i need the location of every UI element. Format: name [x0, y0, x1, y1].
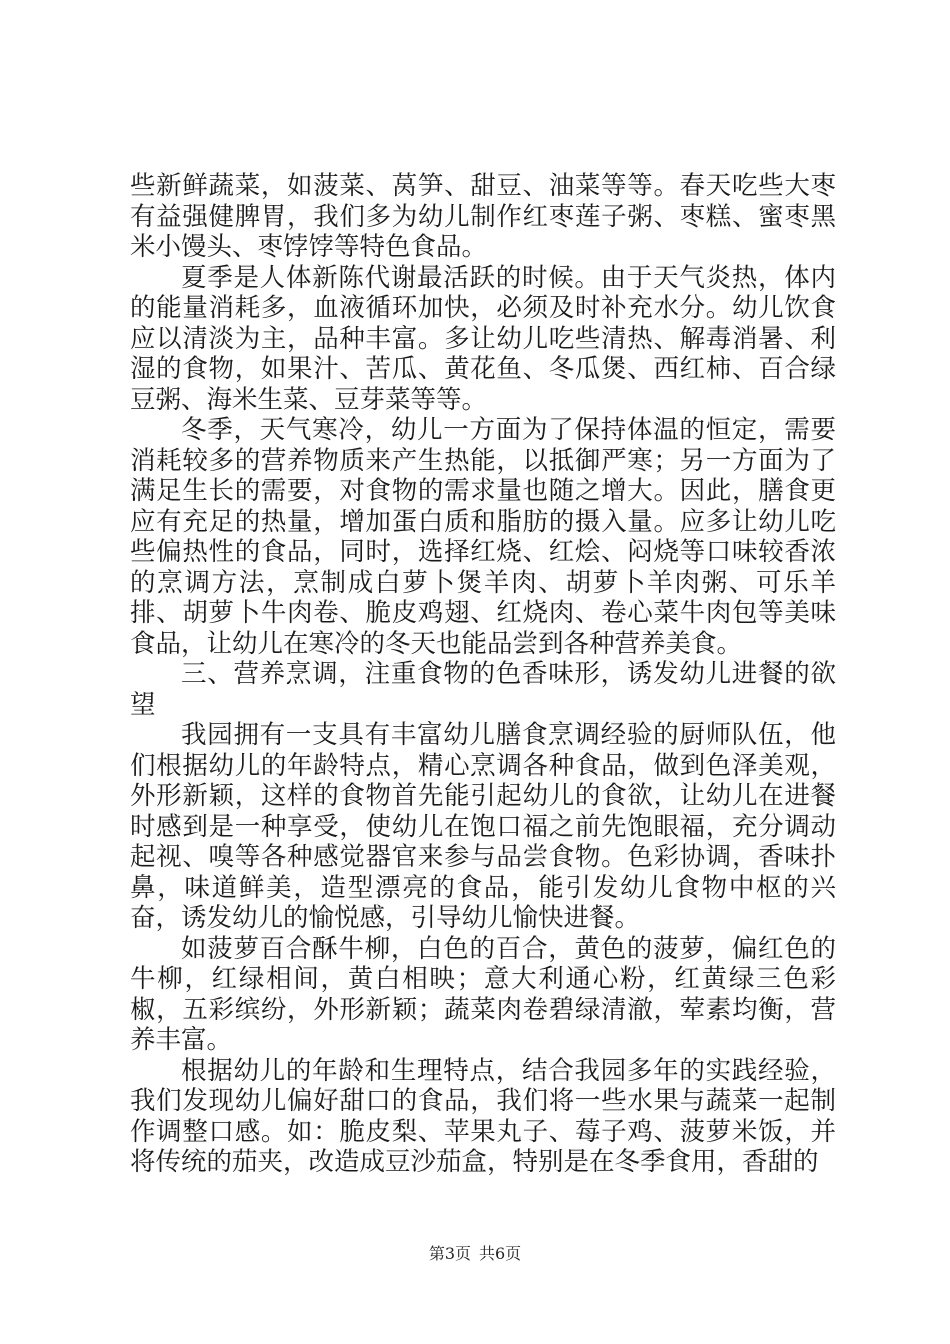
paragraph-sweet-preference: 根据幼儿的年龄和生理特点，结合我园多年的实践经验，我们发现幼儿偏好甜口的食品，我们将一些水果与蔬菜一起制作调整口感。如：脆皮梨、苹果丸子、莓子鸡、菠萝米饭，并将传统的茄夹，改造成豆沙茄盒，特别是在冬季食用，香甜的 [130, 1055, 836, 1177]
paragraph-summer: 夏季是人体新陈代谢最活跃的时候。由于天气炎热，体内的能量消耗多，血液循环加快，必须及时补充水分。幼儿饮食应以清淡为主，品种丰富。多让幼儿吃些清热、解毒消暑、利湿的食物，如果汁、苦瓜、黄花鱼、冬瓜煲、西红柿、百合绿豆粥、海米生菜、豆芽菜等等。 [130, 262, 836, 415]
paragraph-spring-continued: 些新鲜蔬菜，如菠菜、莴笋、甜豆、油菜等等。春天吃些大枣有益强健脾胃，我们多为幼儿制作红枣莲子粥、枣糕、蜜枣黑米小馒头、枣饽饽等特色食品。 [130, 171, 836, 262]
page-footer [0, 1244, 950, 1264]
document-body [130, 171, 836, 1178]
paragraph-winter: 冬季，天气寒冷，幼儿一方面为了保持体温的恒定，需要消耗较多的营养物质来产生热能，以抵御严寒；另一方面为了满足生长的需要，对食物的需求量也随之增大。因此，膳食更应有充足的热量，增加蛋白质和脂肪的摄入量。应多让幼儿吃些偏热性的食品，同时，选择红烧、红烩、闷烧等口味较香浓的烹调方法，烹制成白萝卜煲羊肉、胡萝卜羊肉粥、可乐羊排、胡萝卜牛肉卷、脆皮鸡翅、红烧肉、卷心菜牛肉包等美味食品，让幼儿在寒冷的冬天也能品尝到各种营养美食。 [130, 415, 836, 659]
paragraph-chef-team: 我园拥有一支具有丰富幼儿膳食烹调经验的厨师队伍，他们根据幼儿的年龄特点，精心烹调各种食品，做到色泽美观，外形新颖，这样的食物首先能引起幼儿的食欲，让幼儿在进餐时感到是一种享受，使幼儿在饱口福之前先饱眼福，充分调动起视、嗅等各种感觉器官来参与品尝食物。色彩协调，香味扑鼻，味道鲜美，造型漂亮的食品，能引发幼儿食物中枢的兴奋，诱发幼儿的愉悦感，引导幼儿愉快进餐。 [130, 720, 836, 933]
paragraph-dish-examples: 如菠萝百合酥牛柳，白色的百合，黄色的菠萝，偏红色的牛柳，红绿相间，黄白相映；意大利通心粉，红黄绿三色彩椒，五彩缤纷，外形新颖；蔬菜肉卷碧绿清澈，荤素均衡，营养丰富。 [130, 933, 836, 1055]
page-total: 共6页 [479, 1244, 522, 1263]
page-number: 第3页 [428, 1244, 471, 1263]
section-heading-3: 三、营养烹调，注重食物的色香味形，诱发幼儿进餐的欲望 [130, 659, 836, 720]
